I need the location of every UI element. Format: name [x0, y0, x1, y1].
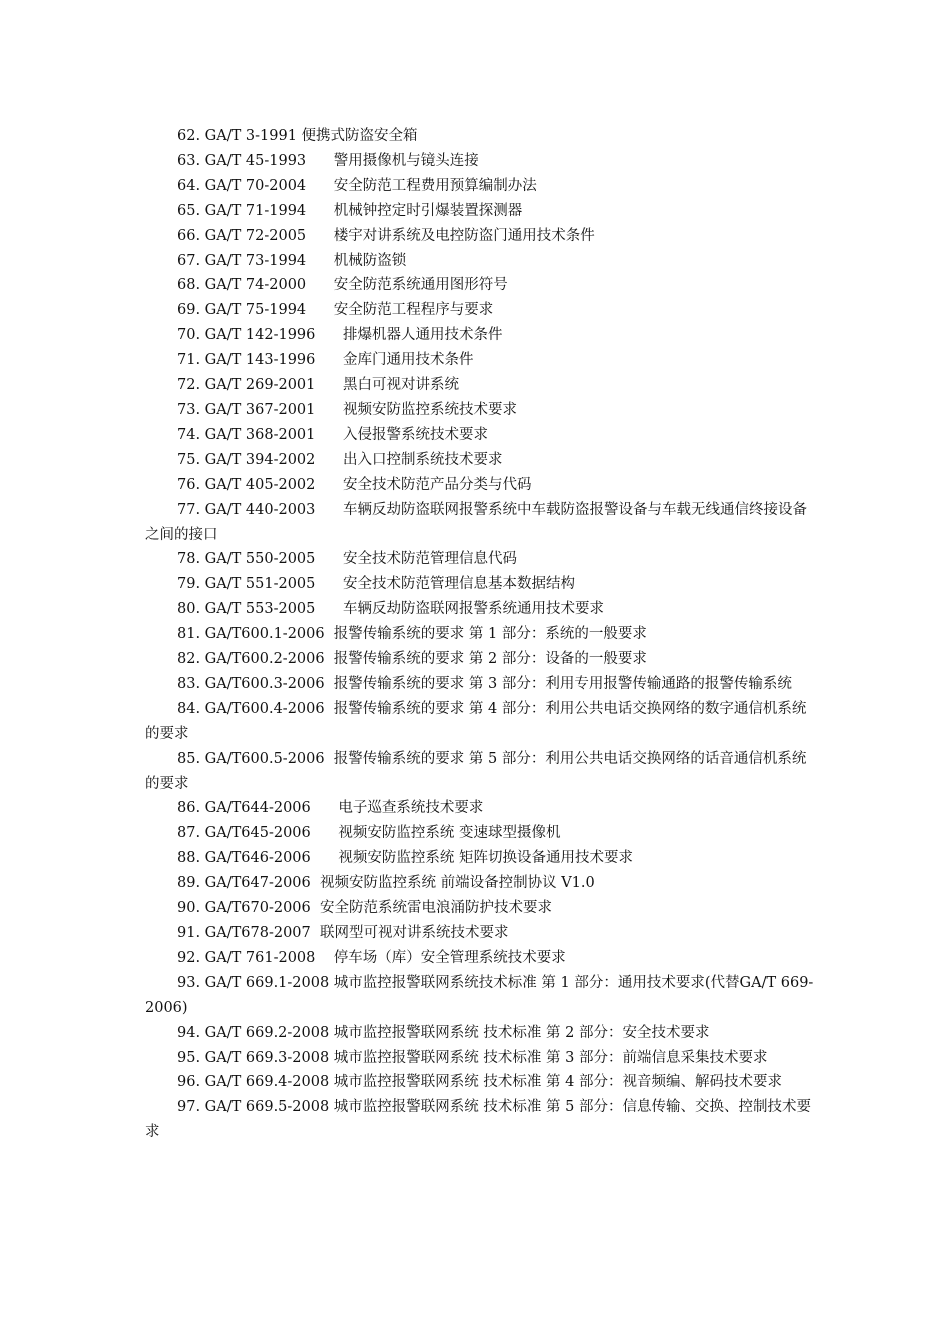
- list-item: 72. GA/T 269-2001 黑白可视对讲系统: [177, 377, 460, 394]
- list-item: 82. GA/T600.2-2006 报警传输系统的要求 第 2 部分：设备的一般要求: [177, 651, 647, 668]
- list-item: 79. GA/T 551-2005 安全技术防范管理信息基本数据结构: [177, 576, 576, 593]
- list-item: 63. GA/T 45-1993 警用摄像机与镜头连接: [177, 152, 479, 169]
- list-item: 92. GA/T 761-2008 停车场（库）安全管理系统技术要求: [177, 949, 566, 966]
- list-item: 93. GA/T 669.1-2008 城市监控报警联网系统技术标准 第 1 部分：通用技术要求(代替GA/T 669-2006): [145, 974, 814, 1016]
- list-item: 87. GA/T645-2006 视频安防监控系统 变速球型摄像机: [177, 825, 561, 842]
- list-item: 97. GA/T 669.5-2008 城市监控报警联网系统 技术标准 第 5 部分：信息传输、交换、控制技术要求: [145, 1099, 811, 1141]
- list-item: 75. GA/T 394-2002 出入口控制系统技术要求: [177, 451, 503, 468]
- list-item: 83. GA/T600.3-2006 报警传输系统的要求 第 3 部分：利用专用报警传输通路的报警传输系统: [177, 675, 792, 692]
- list-item: 70. GA/T 142-1996 排爆机器人通用技术条件: [177, 327, 503, 344]
- list-item: 84. GA/T600.4-2006 报警传输系统的要求 第 4 部分：利用公共电话交换网络的数字通信机系统的要求: [145, 700, 807, 742]
- list-item: 78. GA/T 550-2005 安全技术防范管理信息代码: [177, 551, 518, 568]
- list-item: 73. GA/T 367-2001 视频安防监控系统技术要求: [177, 401, 518, 418]
- list-item: 85. GA/T600.5-2006 报警传输系统的要求 第 5 部分：利用公共电话交换网络的话音通信机系统的要求: [145, 750, 807, 792]
- list-item: 77. GA/T 440-2003 车辆反劫防盗联网报警系统中车载防盗报警设备与车载无线通信终接设备之间的接口: [145, 501, 808, 543]
- list-item: 69. GA/T 75-1994 安全防范工程程序与要求: [177, 302, 494, 319]
- list-item: 81. GA/T600.1-2006 报警传输系统的要求 第 1 部分：系统的一般要求: [177, 626, 647, 643]
- list-item: 64. GA/T 70-2004 安全防范工程费用预算编制办法: [177, 177, 537, 194]
- list-item: 86. GA/T644-2006 电子巡查系统技术要求: [177, 800, 484, 817]
- list-item: 89. GA/T647-2006 视频安防监控系统 前端设备控制协议 V1.0: [177, 875, 595, 892]
- list-item: 66. GA/T 72-2005 楼宇对讲系统及电控防盗门通用技术条件: [177, 227, 595, 244]
- standards-list: [145, 124, 815, 1145]
- list-item: 91. GA/T678-2007 联网型可视对讲系统技术要求: [177, 925, 509, 941]
- list-item: 94. GA/T 669.2-2008 城市监控报警联网系统 技术标准 第 2 部分：安全技术要求: [177, 1024, 710, 1041]
- list-item: 88. GA/T646-2006 视频安防监控系统 矩阵切换设备通用技术要求: [177, 850, 634, 867]
- list-item: 65. GA/T 71-1994 机械钟控定时引爆装置探测器: [177, 202, 523, 219]
- list-item: 68. GA/T 74-2000 安全防范系统通用图形符号: [177, 277, 508, 294]
- list-item: 95. GA/T 669.3-2008 城市监控报警联网系统 技术标准 第 3 部分：前端信息采集技术要求: [177, 1049, 768, 1066]
- list-item: 62. GA/T 3-1991 便携式防盗安全箱: [177, 128, 418, 144]
- list-item: 67. GA/T 73-1994 机械防盗锁: [177, 252, 407, 269]
- list-item: 90. GA/T670-2006 安全防范系统雷电浪涌防护技术要求: [177, 900, 552, 917]
- list-item: 74. GA/T 368-2001 入侵报警系统技术要求: [177, 426, 489, 443]
- list-item: 76. GA/T 405-2002 安全技术防范产品分类与代码: [177, 476, 532, 493]
- list-item: 80. GA/T 553-2005 车辆反劫防盗联网报警系统通用技术要求: [177, 601, 605, 618]
- list-item: 96. GA/T 669.4-2008 城市监控报警联网系统 技术标准 第 4 部分：视音频编、解码技术要求: [177, 1074, 782, 1091]
- list-item: 71. GA/T 143-1996 金库门通用技术条件: [177, 352, 474, 369]
